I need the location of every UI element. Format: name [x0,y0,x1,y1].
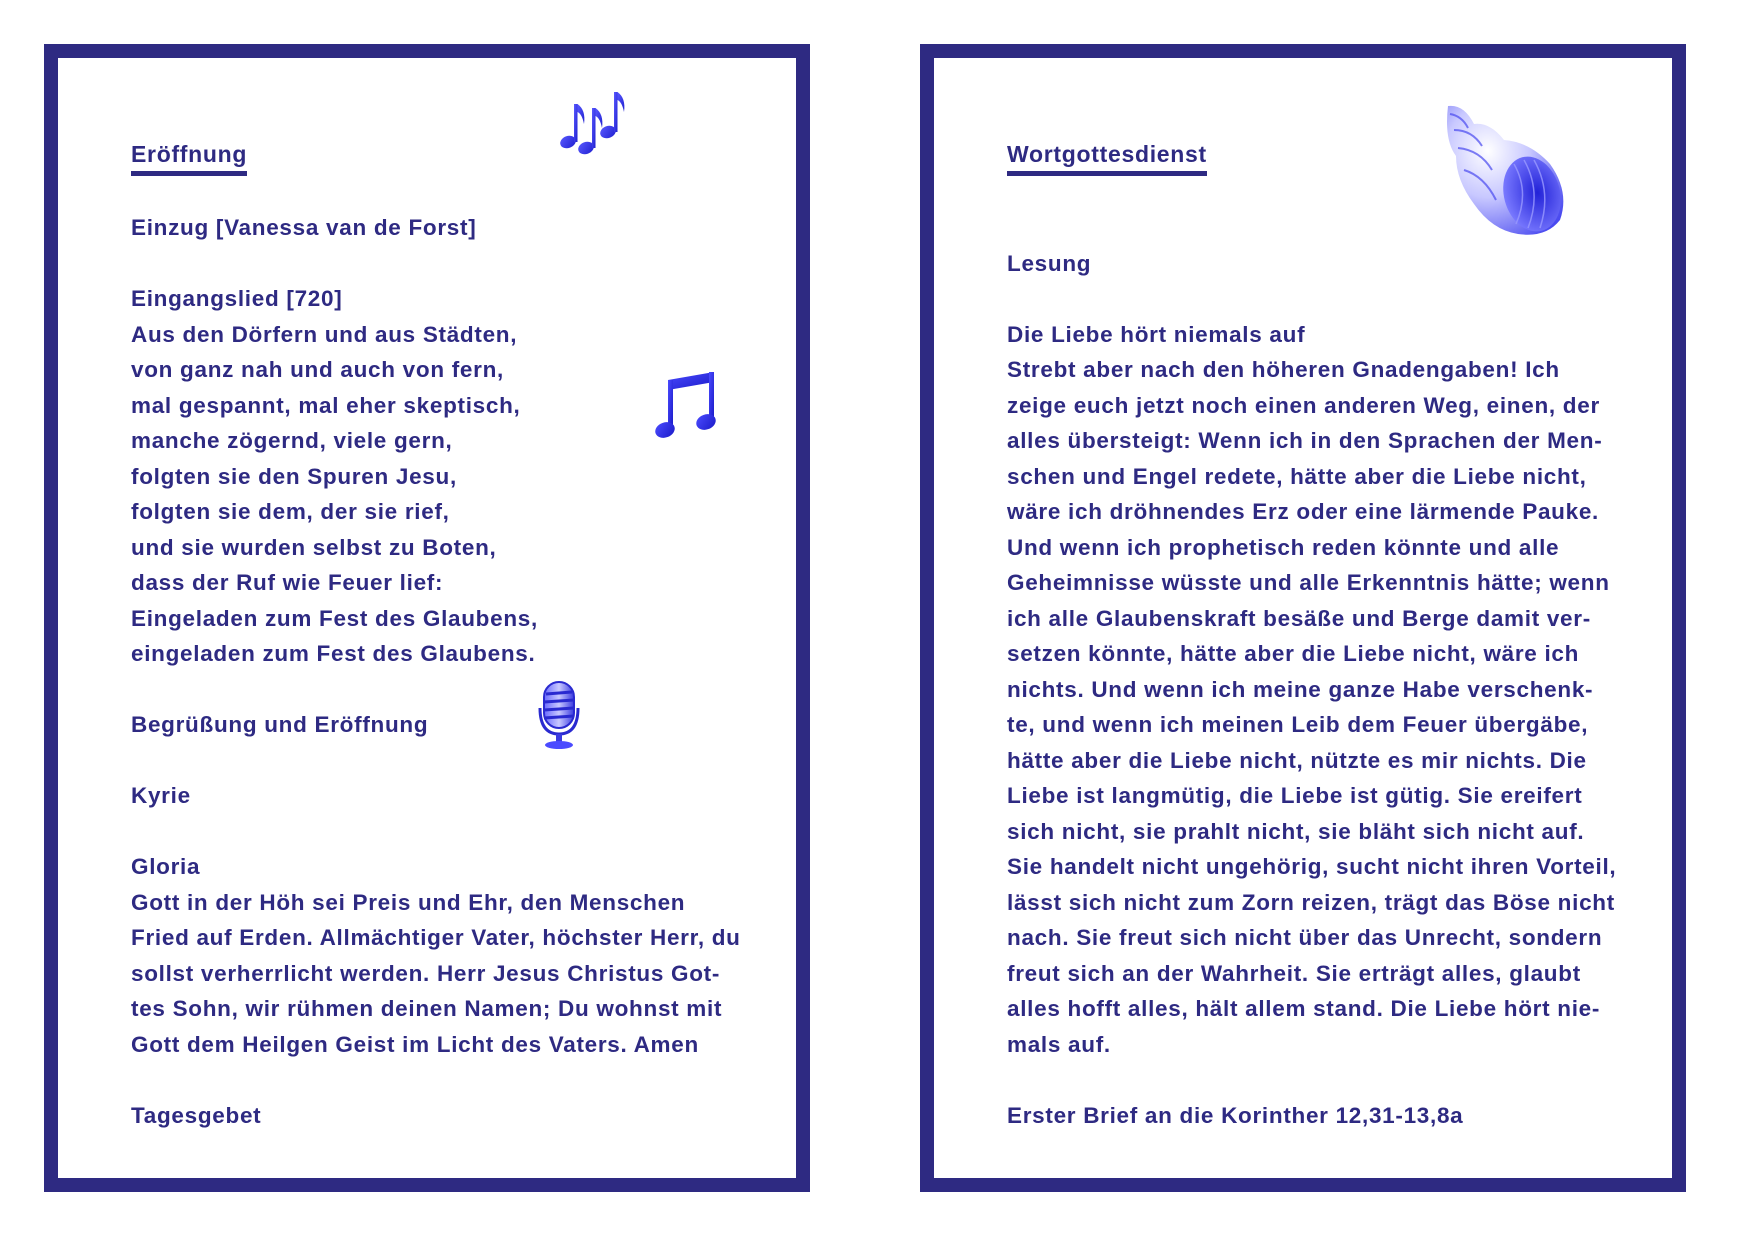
kyrie-line: Kyrie [131,783,191,808]
lyric-line: eingeladen zum Fest des Glaubens. [131,641,536,666]
musical-note-icon [654,372,718,444]
gloria-text [131,885,756,1063]
reading-line: hätte aber die Liebe nicht, nützte es mir nichts. Die [1007,747,1587,773]
section-heading-wortgottesdienst: Wortgottesdienst [1007,138,1207,176]
reading-line: nichts. Und wenn ich meine ganze Habe verschenk- [1007,676,1594,702]
reading-text [1007,352,1632,1062]
reading-line: nach. Sie freut sich nicht über das Unrecht, sondern [1007,925,1603,950]
lyric-line: mal gespannt, mal eher skeptisch, [131,392,521,418]
lyric-line: von ganz nah und auch von fern, [131,357,504,382]
reading-line: freut sich an der Wahrheit. Sie erträgt alles, glaubt [1007,960,1581,986]
begruessung-line: Begrüßung und Eröffnung [131,712,429,737]
reading-line: te, und wenn ich meinen Leib dem Feuer übergäbe, [1007,712,1589,737]
reading-line: schen und Engel redete, hätte aber die Liebe nicht, [1007,463,1587,489]
gloria-line: Fried auf Erden. Allmächtiger Vater, höchster Herr, du [131,925,741,950]
reading-line: alles übersteigt: Wenn ich in den Sprachen der Men- [1007,428,1603,453]
right-content [1007,137,1632,1133]
gloria-line: Gott in der Höh sei Preis und Ehr, den Menschen [131,889,686,915]
lyric-line: folgten sie dem, der sie rief, [131,499,450,524]
microphone-icon [534,680,590,750]
reading-line: Strebt aber nach den höheren Gnadengaben! Ich [1007,357,1560,382]
multiple-musical-notes-icon [556,88,632,158]
gloria-line: tes Sohn, wir rühmen deinen Namen; Du wohnst mit [131,996,723,1021]
reading-line: Liebe ist langmütig, die Liebe ist gütig. Sie ereifert [1007,783,1583,808]
lyric-line: Aus den Dörfern und aus Städten, [131,321,518,347]
lesung-line: Lesung [1007,250,1092,276]
gloria-line: Gott dem Heilgen Geist im Licht des Vaters. Amen [131,1031,699,1057]
reading-line: ich alle Glaubenskraft besäße und Berge damit ver- [1007,605,1591,631]
lyric-line: und sie wurden selbst zu Boten, [131,534,497,560]
lyric-line: folgten sie den Spuren Jesu, [131,463,457,489]
eingangslied-title: Eingangslied [720] [131,286,343,311]
reading-line: setzen könnte, hätte aber die Liebe nicht, wäre ich [1007,641,1580,666]
reading-title: Die Liebe hört niemals auf [1007,321,1306,347]
lyric-line: dass der Ruf wie Feuer lief: [131,570,444,595]
lyric-line: Eingeladen zum Fest des Glaubens, [131,605,538,631]
reading-line: sich nicht, sie prahlt nicht, sie bläht sich nicht auf. [1007,818,1585,844]
reading-line: lässt sich nicht zum Zorn reizen, trägt das Böse nicht [1007,889,1615,915]
tagesgebet-line: Tagesgebet [131,1102,262,1128]
eingangslied-lyrics [131,317,756,672]
reading-line: Geheimnisse wüsste und alle Erkenntnis hätte; wenn [1007,570,1610,595]
reading-line: mals auf. [1007,1031,1111,1057]
page-right [920,44,1686,1192]
reading-line: alles hofft alles, hält allem stand. Die Liebe hört nie- [1007,996,1601,1021]
left-content [131,137,756,1133]
reading-reference: Erster Brief an die Korinther 12,31-13,8a [1007,1102,1464,1128]
gloria-title: Gloria [131,854,201,879]
reading-line: zeige euch jetzt noch einen anderen Weg, einen, der [1007,392,1600,418]
reading-line: Sie handelt nicht ungehörig, sucht nicht ihren Vorteil, [1007,854,1617,879]
lyric-line: manche zögernd, viele gern, [131,428,453,453]
reading-line: wäre ich dröhnendes Erz oder eine lärmende Pauke. [1007,499,1599,524]
spiral-shell-icon [1434,100,1574,240]
einzug-line: Einzug [Vanessa van de Forst] [131,215,477,240]
reading-line: Und wenn ich prophetisch reden könnte und alle [1007,534,1560,560]
section-heading-eroeffnung: Eröffnung [131,138,247,176]
page-left [44,44,810,1192]
gloria-line: sollst verherrlicht werden. Herr Jesus Christus Got- [131,960,721,986]
